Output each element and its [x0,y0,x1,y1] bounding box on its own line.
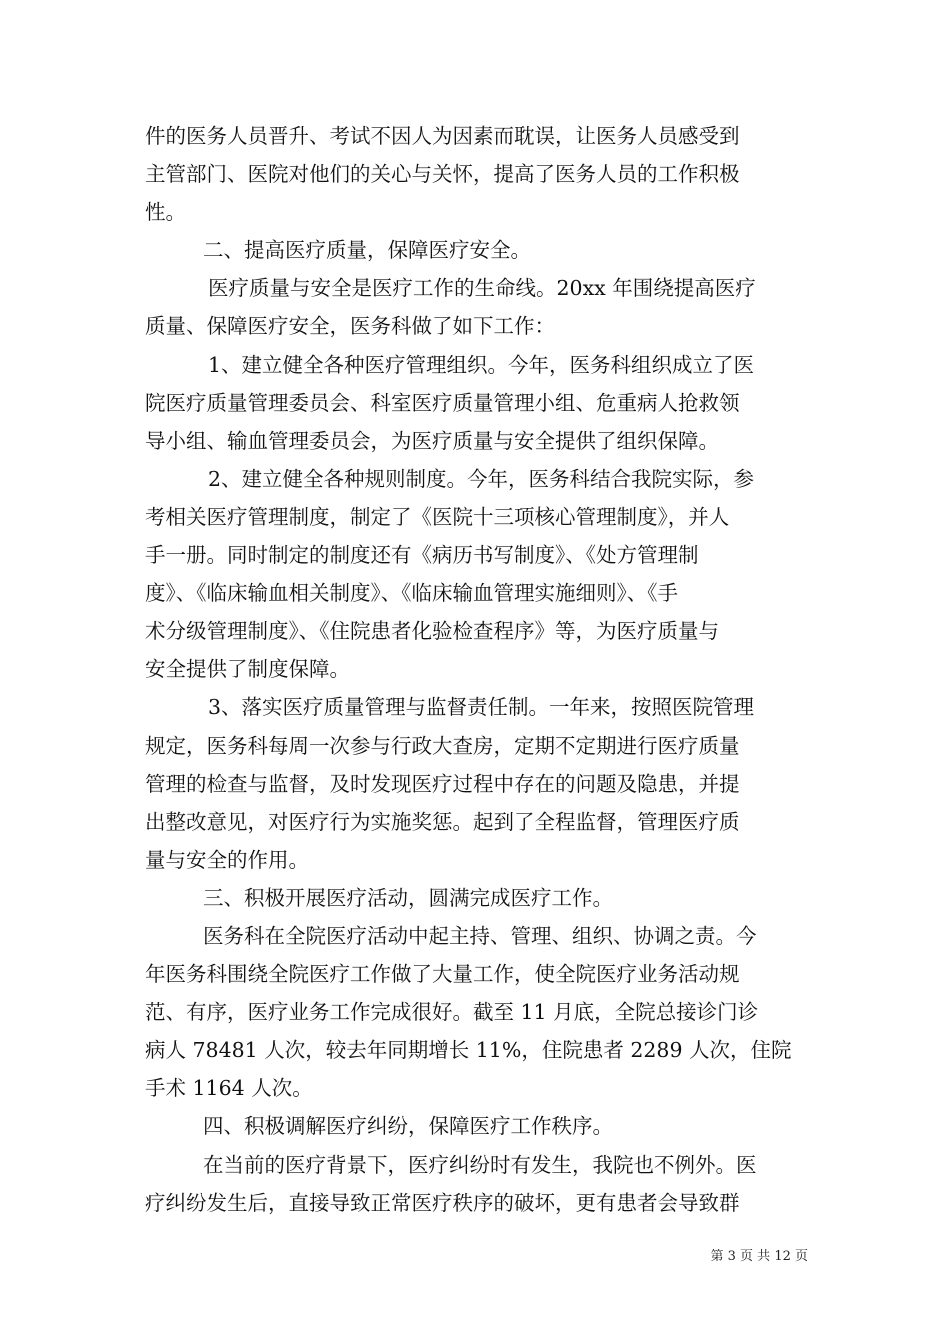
section-heading-2: 二、提高医疗质量，保障医疗安全。 [203,238,531,263]
document-body [145,117,810,1222]
paragraph-start: 医务科在全院医疗活动中起主持、管理、组织、协调之责。今 [203,923,757,948]
body-line: 手一册。同时制定的制度还有《病历书写制度》、《处方管理制 [145,543,699,568]
list-item-3-start: 3、落实医疗质量管理与监督责任制。一年来，按照医院管理 [208,695,755,720]
body-line: 主管部门、医院对他们的关心与关怀，提高了医务人员的工作积极 [145,162,740,187]
list-item-1-start: 1、建立健全各种医疗管理组织。今年，医务科组织成立了医 [208,352,755,377]
body-line: 性。 [145,200,186,225]
body-line: 疗纠纷发生后，直接导致正常医疗秩序的破坏，更有患者会导致群 [145,1190,740,1215]
body-line: 出整改意见，对医疗行为实施奖惩。起到了全程监督，管理医疗质 [145,809,740,834]
body-line: 件的医务人员晋升、考试不因人为因素而耽误，让医务人员感受到 [145,124,740,148]
body-line: 量与安全的作用。 [145,847,309,872]
body-line: 术分级管理制度》、《住院患者化验检查程序》等，为医疗质量与 [145,619,719,644]
paragraph-start: 在当前的医疗背景下，医疗纠纷时有发生，我院也不例外。医 [203,1152,757,1177]
paragraph-start: 医疗质量与安全是医疗工作的生命线。20xx 年围绕提高医疗 [208,276,756,301]
body-line: 手术 1164 人次。 [145,1076,313,1101]
page-number: 第 3 页 共 12 页 [710,1249,808,1264]
body-line: 安全提供了制度保障。 [145,657,350,682]
body-line: 年医务科围绕全院医疗工作做了大量工作，使全院医疗业务活动规 [145,962,740,987]
body-line: 病人 78481 人次，较去年同期增长 11%，住院患者 2289 人次，住院 [145,1038,792,1063]
body-line: 导小组、输血管理委员会，为医疗质量与安全提供了组织保障。 [145,428,719,453]
body-line: 规定，医务科每周一次参与行政大查房，定期不定期进行医疗质量 [145,733,740,758]
body-line: 管理的检查与监督，及时发现医疗过程中存在的问题及隐患，并提 [145,771,740,796]
body-line: 范、有序，医疗业务工作完成很好。截至 11 月底，全院总接诊门诊 [145,1000,759,1025]
body-line: 质量、保障医疗安全，医务科做了如下工作： [145,314,555,339]
section-heading-4: 四、积极调解医疗纠纷，保障医疗工作秩序。 [203,1114,613,1139]
list-item-2-start: 2、建立健全各种规则制度。今年，医务科结合我院实际，参 [208,466,755,491]
section-heading-3: 三、积极开展医疗活动，圆满完成医疗工作。 [203,885,613,910]
body-line: 考相关医疗管理制度，制定了《医院十三项核心管理制度》，并人 [145,504,730,529]
body-line: 度》、《临床输血相关制度》、《临床输血管理实施细则》、《手 [145,581,678,606]
body-line: 院医疗质量管理委员会、科室医疗质量管理小组、危重病人抢救领 [145,390,740,415]
